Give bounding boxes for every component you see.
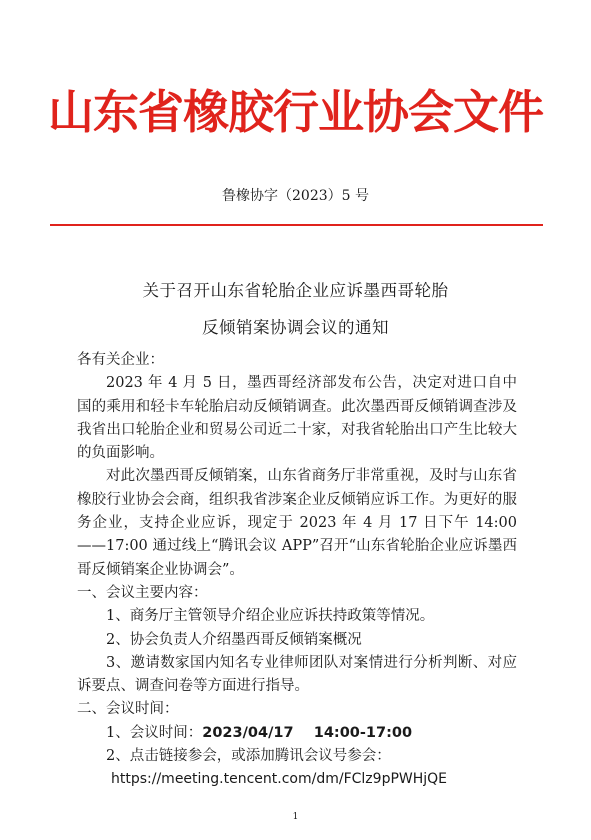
document-number: 鲁橡协字（2023）5 号 [222, 188, 369, 204]
notice-title-line-2: 反倾销案协调会议的通知 [202, 318, 389, 337]
document-masthead: 山东省橡胶行业协会文件 [48, 85, 543, 139]
join-instructions: 2、点击链接参会，或添加腾讯会议号参会： [106, 748, 391, 765]
section-heading-time: 二、会议时间： [77, 701, 179, 718]
paragraph-meeting-arrangement: 对此次墨西哥反倾销案，山东省商务厅非常重视，及时与山东省橡胶行业协会会商，组织我省涉案企业反倾销应诉工作。为更好的服务企业，支持企业应诉，现定于 2023 年 4 月 17 日下午 14:00——17:00 通过线上“腾讯会议 APP”召开“山东省轮胎企业应诉墨西哥反倾销案企业协调会”。 [77, 468, 517, 578]
section-heading-content: 一、会议主要内容： [77, 584, 208, 601]
meeting-time-line [77, 722, 517, 745]
meeting-time-label: 1、会议时间： [106, 724, 203, 741]
content-item-3: 3、邀请数家国内知名专业律师团队对案情进行分析判断、对应诉要点、调查问卷等方面进行指导。 [77, 654, 517, 695]
meeting-time-value: 2023/04/17 14:00-17:00 [202, 724, 413, 741]
notice-body [77, 349, 517, 792]
content-item-1: 1、商务厅主管领导介绍企业应诉扶持政策等情况。 [106, 608, 435, 625]
paragraph-background: 2023 年 4 月 5 日，墨西哥经济部发布公告，决定对进口自中国的乘用和轻卡车轮胎启动反倾销调查。此次墨西哥反倾销调查涉及我省出口轮胎企业和贸易公司近二十家，对我省轮胎出口产生比较大的负面影响。 [77, 375, 517, 462]
content-item-2: 2、协会负责人介绍墨西哥反倾销案概况 [106, 631, 362, 648]
meeting-link[interactable]: https://meeting.tencent.com/dm/FClz9pPWHjQE [111, 771, 448, 788]
page-number: 1 [292, 812, 299, 822]
salutation: 各有关企业： [77, 352, 164, 368]
notice-title-line-1: 关于召开山东省轮胎企业应诉墨西哥轮胎 [142, 281, 449, 300]
red-divider-line [50, 224, 543, 226]
